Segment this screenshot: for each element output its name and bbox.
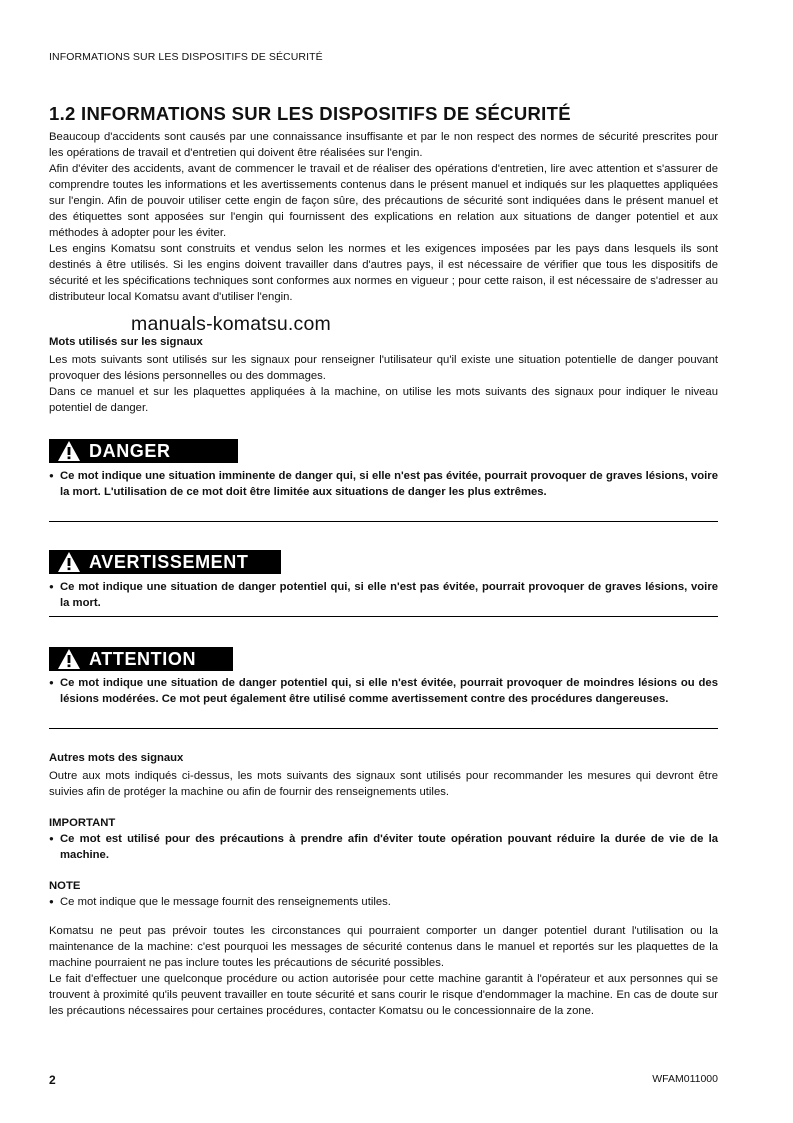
warning-label-text: AVERTISSEMENT — [89, 551, 249, 572]
closing-paragraph-2: Le fait d'effectuer une quelconque procédure ou action autorisée pour cette machine garantit à l'opérateur et aux personnes qui se trouvent à proximité qu'ils peuvent travailler en toute sécurité et sans courir le risque d'endommager la machine. En cas de doute sur les précautions nécessaires pour certaines procédures, contacter Komatsu ou le concessionnaire de la zone. — [49, 973, 718, 1017]
bullet-icon: ● — [49, 582, 54, 591]
closing-text — [49, 923, 718, 1019]
other-words-paragraph: Outre aux mots indiqués ci-dessus, les mots suivants des signaux sont utilisés pour recommander les mesures qui devront être suivies afin de protéger la machine ou afin de fournir des renseignements utiles. — [49, 770, 718, 798]
divider — [49, 728, 718, 729]
warning-triangle-icon — [57, 551, 81, 573]
important-heading: IMPORTANT — [49, 817, 116, 829]
warning-description — [49, 579, 718, 611]
other-words-section — [49, 750, 718, 800]
divider — [49, 521, 718, 522]
note-section — [49, 878, 718, 910]
watermark: manuals-komatsu.com — [131, 313, 331, 335]
caution-label-text: ATTENTION — [89, 648, 197, 669]
warning-text: Ce mot indique une situation de danger potentiel qui, si elle n'est pas évitée, pourrait provoquer de graves lésions, voire la mort. — [60, 581, 718, 609]
warning-triangle-icon — [57, 648, 81, 670]
section-title: 1.2 INFORMATIONS SUR LES DISPOSITIFS DE SÉCURITÉ — [49, 103, 571, 124]
running-header: INFORMATIONS SUR LES DISPOSITIFS DE SÉCURITÉ — [49, 51, 323, 63]
caution-text: Ce mot indique une situation de danger potentiel qui, si elle n'est évitée, pourrait provoquer de moindres lésions ou des lésions modérées. Ce mot peut également être utilisé comme avertissement contre des procédures dangereuses. — [60, 677, 718, 705]
signal-words-paragraph-1: Les mots suivants sont utilisés sur les signaux pour renseigner l'utilisateur qu'il existe une situation potentielle de danger pouvant provoquer des lésions personnelles ou des dommages. — [49, 354, 718, 382]
signal-words-section — [49, 334, 718, 416]
manual-page — [49, 0, 718, 1123]
other-words-heading: Autres mots des signaux — [49, 752, 184, 764]
danger-label — [49, 439, 238, 463]
page-number: 2 — [49, 1073, 56, 1087]
signal-words-heading: Mots utilisés sur les signaux — [49, 336, 203, 348]
danger-text: Ce mot indique une situation imminente de danger qui, si elle n'est pas évitée, pourrait provoquer de graves lésions, voire la mort. L'utilisation de ce mot doit être limitée aux situations de danger les plus extrêmes. — [60, 470, 718, 498]
bullet-icon: ● — [49, 678, 54, 687]
warning-triangle-icon — [57, 440, 81, 462]
closing-paragraph-1: Komatsu ne peut pas prévoir toutes les circonstances qui pourraient comporter un danger potentiel durant l'utilisation ou la maintenance de la machine: c'est pourquoi les messages de sécurité contenus dans le manuel et reportés sur les plaquettes de la machine pourraient ne pas inclure toutes les précautions de sécurité possibles. — [49, 925, 718, 969]
bullet-icon: ● — [49, 834, 54, 843]
document-code: WFAM011000 — [652, 1073, 718, 1085]
intro-text — [49, 129, 718, 305]
important-section — [49, 815, 718, 863]
note-heading: NOTE — [49, 880, 81, 892]
signal-words-paragraph-2: Dans ce manuel et sur les plaquettes appliquées à la machine, on utilise les mots suivants des signaux pour indiquer le niveau potentiel de danger. — [49, 386, 718, 414]
caution-label — [49, 647, 233, 671]
danger-label-text: DANGER — [89, 440, 171, 461]
intro-paragraph-1: Beaucoup d'accidents sont causés par une connaissance insuffisante et par le non respect des normes de sécurité prescrites pour les opérations de travail et d'entretien qui doivent être réalisées sur l'engin. — [49, 131, 718, 159]
bullet-icon: ● — [49, 897, 54, 906]
intro-paragraph-3: Les engins Komatsu sont construits et vendus selon les normes et les exigences imposées par les pays dans lesquels ils sont destinés à être utilisés. Si les engins doivent travailler dans d'autres pays, il est nécessaire de vérifier que tous les dispositifs de sécurité et les spécifications techniques sont conformes aux normes en vigueur ; pour cette raison, il est nécessaire de s'adresser au distributeur local Komatsu avant d'utiliser l'engin. — [49, 243, 718, 303]
note-text: Ce mot indique que le message fournit des renseignements utiles. — [60, 896, 391, 908]
divider — [49, 616, 718, 617]
intro-paragraph-2: Afin d'éviter des accidents, avant de commencer le travail et de réaliser des opérations d'entretien, lire avec attention et s'assurer de comprendre toutes les informations et les avertissements contenus dans le présent manuel et indiqués sur les plaquettes appliquées sur l'engin. Afin de pouvoir utiliser cette engin de façon sûre, des précautions de sécurité sont indiquées dans le présent manuel et des étiquettes sont apposées sur l'engin qui fournissent des explications en relation aux situations de danger potentiel et aux méthodes à adopter pour les éviter. — [49, 163, 718, 239]
important-text: Ce mot est utilisé pour des précautions à prendre afin d'éviter toute opération pouvant réduire la durée de vie de la machine. — [60, 833, 718, 861]
danger-description — [49, 468, 718, 500]
bullet-icon: ● — [49, 471, 54, 480]
caution-description — [49, 675, 718, 707]
warning-label — [49, 550, 281, 574]
